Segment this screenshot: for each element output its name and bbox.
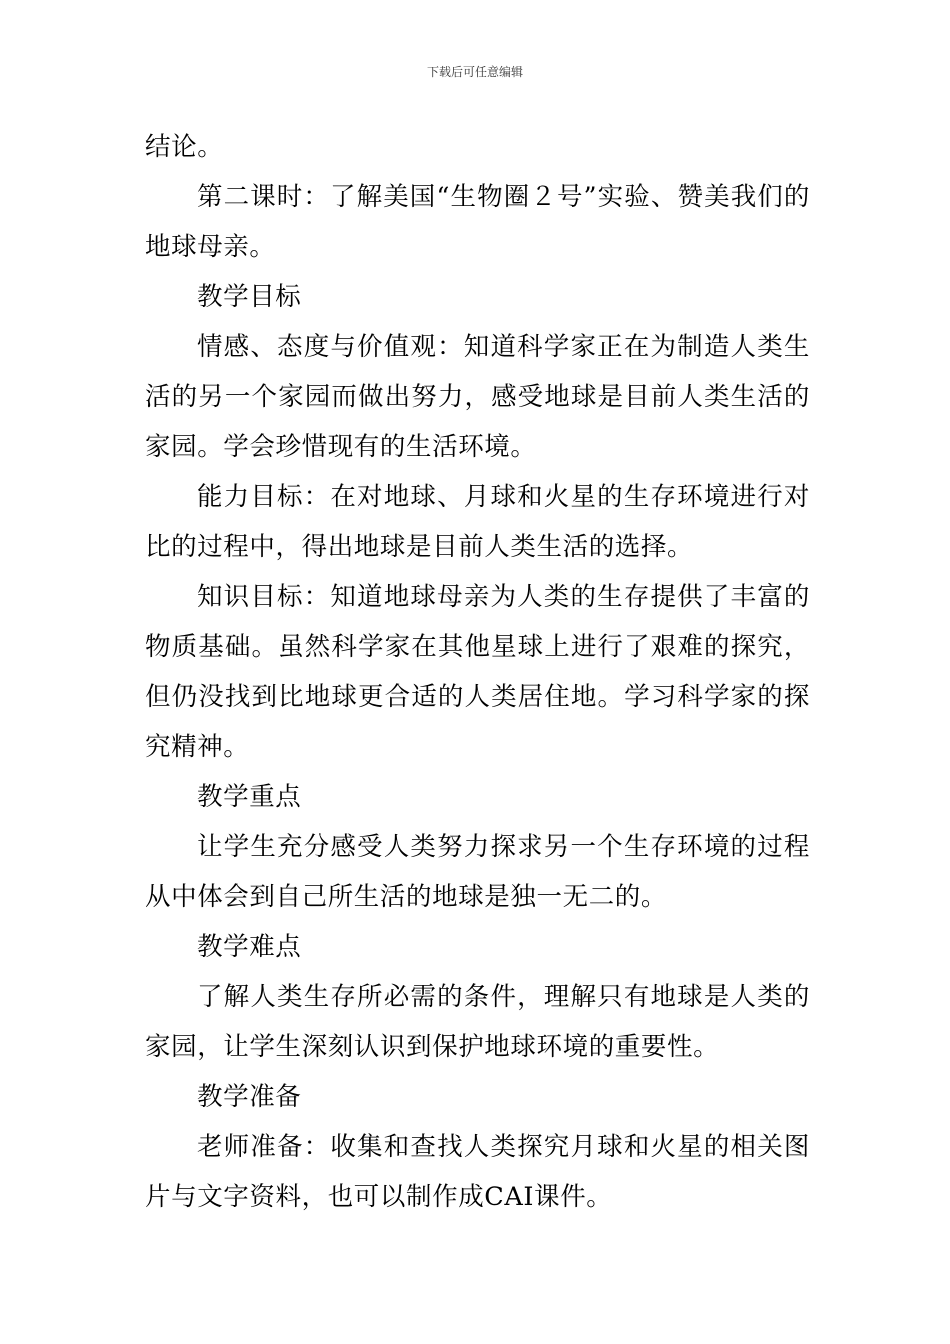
document-body xyxy=(145,122,810,1222)
heading-teaching-difficulty: 教学难点 xyxy=(197,932,302,962)
heading-teaching-preparation: 教学准备 xyxy=(197,1082,302,1112)
paragraph-teaching-difficulty: 了解人类生存所必需的条件，理解只有地球是人类的家园，让学生深刻认识到保护地球环境的重要性。 xyxy=(145,982,810,1062)
paragraph-emotional-objective: 情感、态度与价值观：知道科学家正在为制造人类生活的另一个家园而做出努力，感受地球是目前人类生活的家园。学会珍惜现有的生活环境。 xyxy=(145,332,810,462)
heading-teaching-focus: 教学重点 xyxy=(197,782,302,812)
paragraph-teaching-focus: 让学生充分感受人类努力探求另一个生存环境的过程从中体会到自己所生活的地球是独一无二的。 xyxy=(145,832,810,912)
paragraph-second-lesson-title: 第二课时：了解美国“生物圈２号”实验、赞美我们的地球母亲。 xyxy=(145,182,810,262)
paragraph-conclusion-end: 结论。 xyxy=(145,132,224,162)
paragraph-ability-objective: 能力目标：在对地球、月球和火星的生存环境进行对比的过程中，得出地球是目前人类生活的选择。 xyxy=(145,482,810,562)
paragraph-teacher-preparation: 老师准备：收集和查找人类探究月球和火星的相关图片与文字资料，也可以制作成CAI课件。 xyxy=(145,1132,810,1212)
heading-teaching-objectives: 教学目标 xyxy=(197,282,302,312)
page-header: 下载后可任意编辑 xyxy=(426,65,523,79)
paragraph-knowledge-objective: 知识目标：知道地球母亲为人类的生存提供了丰富的物质基础。虽然科学家在其他星球上进行了艰难的探究，但仍没找到比地球更合适的人类居住地。学习科学家的探究精神。 xyxy=(145,582,810,762)
